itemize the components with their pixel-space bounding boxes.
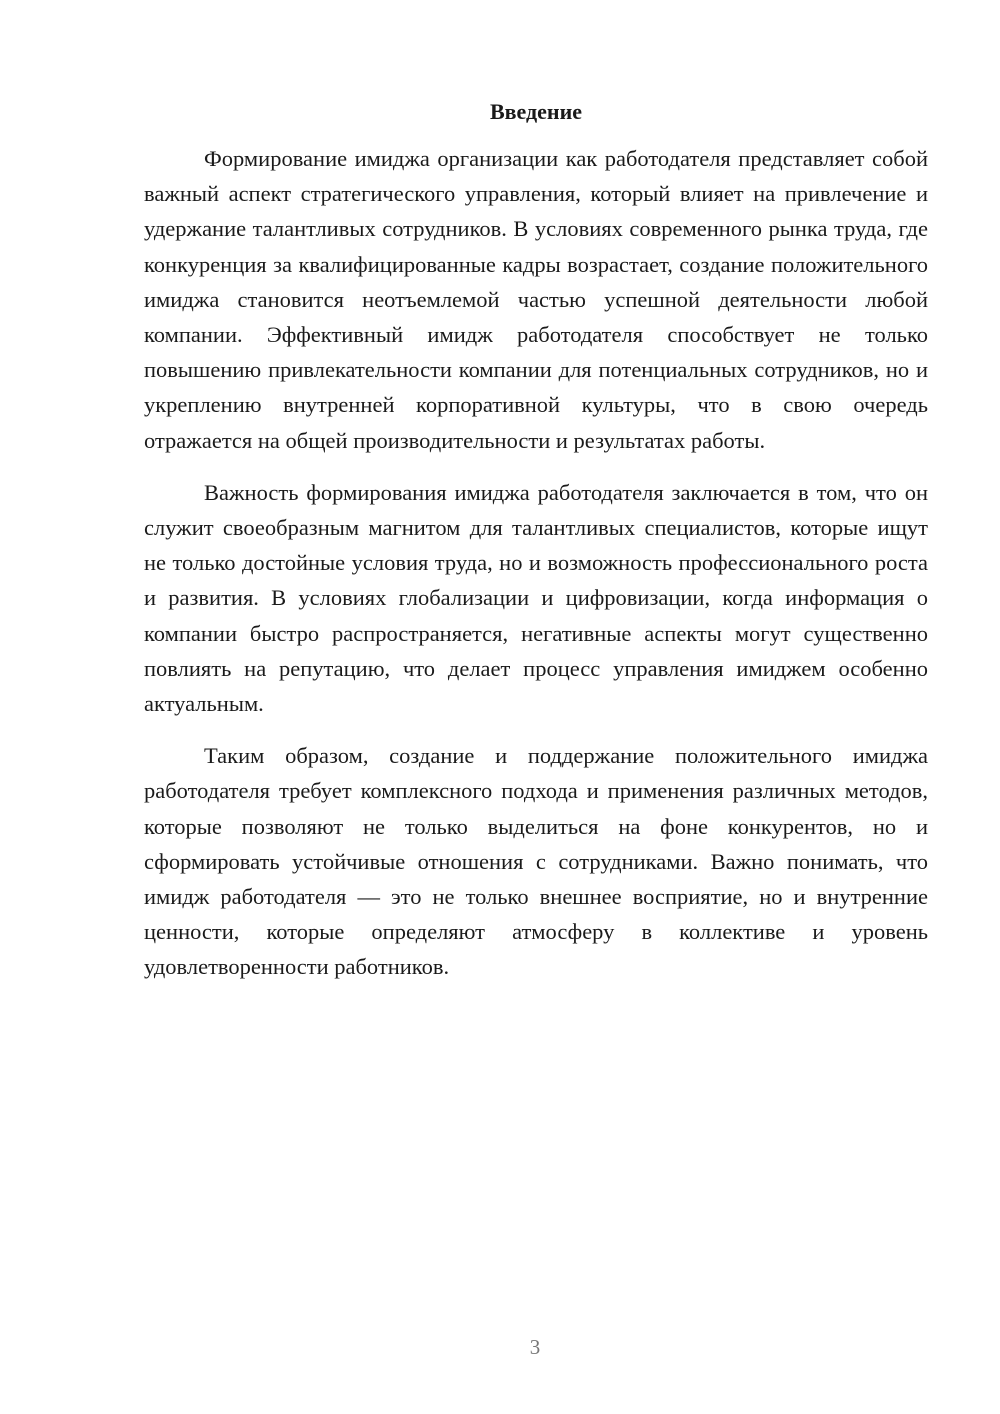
document-body — [144, 141, 928, 1002]
paragraph-1: Формирование имиджа организации как работодателя представляет собой важный аспект стратегического управления, который влияет на привлечение и удержание талантливых сотрудников. В условиях современного рынка труда, где конкуренция за квалифицированные кадры возрастает, создание положительного имиджа становится неотъемлемой частью успешной деятельности любой компании. Эффективный имидж работодателя способствует не только повышению привлекательности компании для потенциальных сотрудников, но и укреплению внутренней корпоративной культуры, что в свою очередь отражается на общей производительности и результатах работы. — [144, 146, 928, 453]
paragraph-3: Таким образом, создание и поддержание положительного имиджа работодателя требует комплексного подхода и применения различных методов, которые позволяют не только выделиться на фоне конкурентов, но и сформировать устойчивые отношения с сотрудниками. Важно понимать, что имидж работодателя — это не только внешнее восприятие, но и внутренние ценности, которые определяют атмосферу в коллективе и уровень удовлетворенности работников. — [144, 743, 928, 980]
section-heading: Введение — [489, 99, 583, 124]
page-number: 3 — [529, 1335, 541, 1359]
paragraph-2: Важность формирования имиджа работодателя заключается в том, что он служит своеобразным магнитом для талантливых специалистов, которые ищут не только достойные условия труда, но и возможность профессионального роста и развития. В условиях глобализации и цифровизации, когда информация о компании быстро распространяется, негативные аспекты могут существенно повлиять на репутацию, что делает процесс управления имиджем особенно актуальным. — [144, 479, 928, 717]
